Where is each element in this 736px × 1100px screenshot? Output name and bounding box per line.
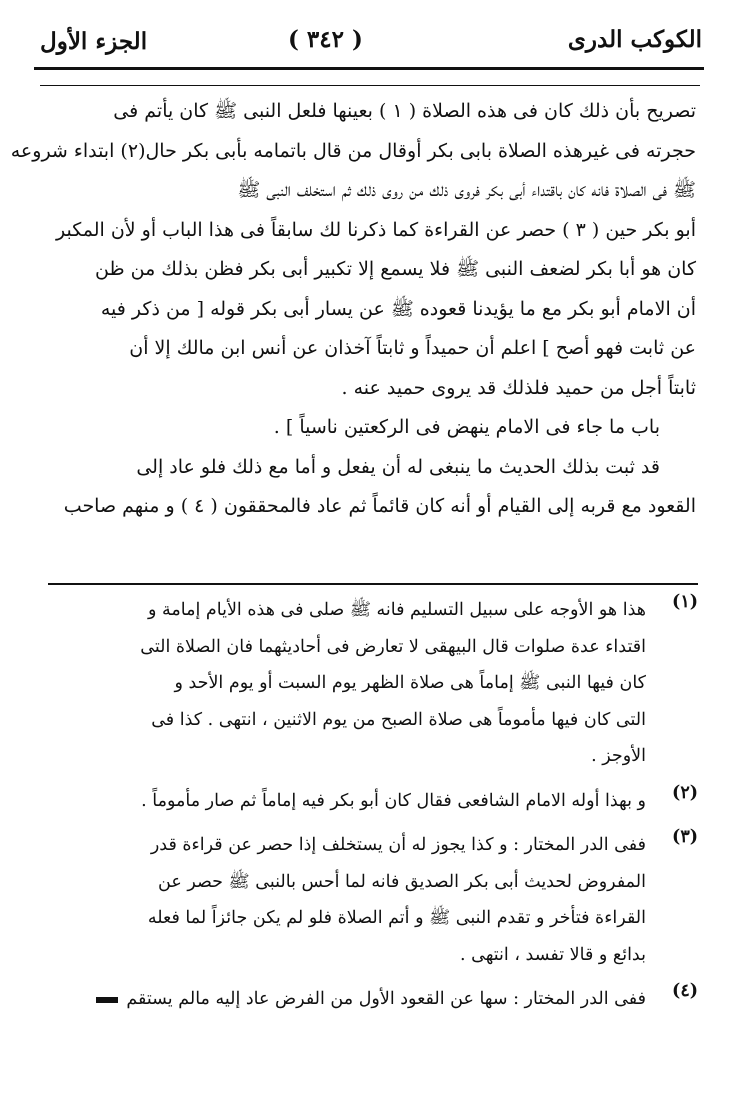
footnote-4 <box>48 981 698 1018</box>
page-header <box>40 22 702 62</box>
book-title: الكوكب الدرى <box>567 26 702 53</box>
footnote-marker: (٣) <box>672 827 698 847</box>
footnote-divider <box>48 583 698 585</box>
chapter-heading: باب ما جاء فى الامام ينهض فى الركعتين ناسياً ] . <box>273 416 660 438</box>
footnote-line-wrap <box>48 981 646 1018</box>
page-number: ( ٣٤٢ ) <box>288 26 363 53</box>
footnote-line: ففى الدر المختار : سها عن القعود الأول من الفرض عاد إليه مالم يستقم <box>126 989 646 1009</box>
footnote-line: الأوجز . <box>591 746 646 766</box>
main-text-body <box>10 92 696 527</box>
main-text-line: حجرته فى غيرهذه الصلاة بابى بكر أوقال من قال باتمامه بأبى بكر حال(٢) ابتداء شروعه <box>10 139 696 162</box>
volume-label: الجزء الأول <box>40 28 148 55</box>
footnote-marker: (١) <box>672 592 698 612</box>
footnote-3 <box>48 827 698 973</box>
footnote-line: كان فيها النبى ﷺ إماماً هى صلاة الظهر يوم السبت أو يوم الأحد و <box>174 673 646 693</box>
header-divider-thick <box>34 67 704 70</box>
main-text-line: أبو بكر حين ( ٣ ) حصر عن القراءة كما ذكرنا لك سابقاً فى هذا الباب أو لأن المكبر <box>56 218 696 241</box>
main-text-line: قد ثبت بذلك الحديث ما ينبغى له أن يفعل و أما مع ذلك فلو عاد إلى <box>136 455 660 478</box>
footnote-line: و بهذا أوله الامام الشافعى فقال كان أبو بكر فيه إماماً ثم صار مأموماً . <box>141 790 646 811</box>
footnote-2 <box>48 783 698 820</box>
header-divider-thin <box>40 85 700 86</box>
footnote-marker: (٤) <box>672 981 698 1001</box>
main-text-line: ﷺ فى الصلاة فانه كان باقتداء أبى بكر فروى ذلك من روى ذلك ثم استخلف النبى ﷺ <box>237 179 696 201</box>
footnote-marker: (٢) <box>672 782 698 803</box>
footnote-line: المفروض لحديث أبى بكر الصديق فانه لما أحس بالنبى ﷺ حصر عن <box>158 871 646 892</box>
footnote-line: التى كان فيها مأموماً هى صلاة الصبح من يوم الاثنين ، انتهى . كذا فى <box>151 709 646 730</box>
main-text-line: القعود مع قربه إلى القيام أو أنه كان قائماً ثم عاد فالمحققون ( ٤ ) و منهم صاحب <box>63 495 696 517</box>
continuation-dash <box>96 997 118 1003</box>
footnote-line: اقتداء عدة صلوات قال البيهقى لا تعارض فى أحاديثهما فان الصلاة التى <box>140 636 646 657</box>
main-text-line: كان هو أبا بكر لضعف النبى ﷺ فلا يسمع إلا تكبير أبى بكر فظن بذلك من ظن <box>95 258 696 280</box>
main-text-line: تصريح بأن ذلك كان فى هذه الصلاة ( ١ ) بعينها فلعل النبى ﷺ كان يأتم فى <box>113 100 696 122</box>
main-text-line: أن الامام أبو بكر مع ما يؤيدنا قعوده ﷺ عن يسار أبى بكر قوله [ من ذكر فيه <box>100 297 696 320</box>
footnote-1 <box>48 592 698 775</box>
footnote-line: ففى الدر المختار : و كذا يجوز له أن يستخلف إذا حصر عن قراءة قدر <box>150 835 646 855</box>
footnote-line: القراءة فتأخر و تقدم النبى ﷺ و أتم الصلاة فلو لم يكن جائزاً لما فعله <box>147 908 646 928</box>
main-text-line: عن ثابت فهو أصح ] اعلم أن حميداً و ثابتاً آخذان عن أنس ابن مالك إلا أن <box>129 337 696 359</box>
footnote-line: هذا هو الأوجه على سبيل التسليم فانه ﷺ صلى فى هذه الأيام إمامة و <box>148 600 646 620</box>
footnote-line: بدائع و قالا تفسد ، انتهى . <box>459 944 646 965</box>
footnotes-section <box>48 592 698 1026</box>
main-text-line: ثابتاً أجل من حميد فلذلك قد يروى حميد عنه . <box>341 376 696 399</box>
